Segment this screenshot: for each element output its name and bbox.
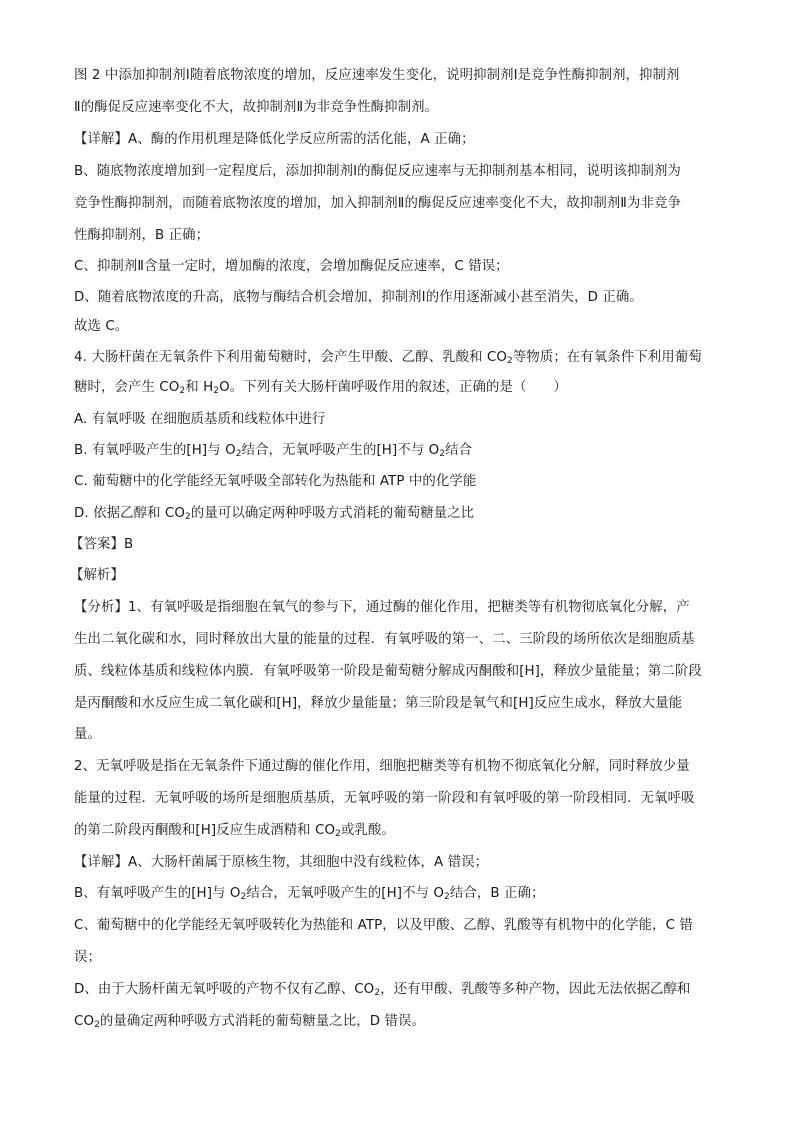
text-line: 量。 xyxy=(74,727,101,742)
text-line: 竞争性酶抑制剂，而随着底物浓度的增加，加入抑制剂Ⅱ的酶促反应速率变化不大，故抑制剂Ⅱ为非竞争 xyxy=(74,196,681,211)
text-line xyxy=(74,980,724,1000)
text-segment: 结合，无氧呼吸产生的[H]不与 O xyxy=(241,443,440,458)
text-line: 性酶抑制剂，B 正确； xyxy=(74,228,210,243)
text-segment: 的量确定两种呼吸方式消耗的葡萄糖量之比，D 错误。 xyxy=(99,1014,425,1029)
option-a: A. 有氧呼吸 在细胞质基质和线粒体中进行 xyxy=(74,412,326,427)
text-line: B、随底物浓度增加到一定程度后，添加抑制剂Ⅰ的酶促反应速率与无抑制剂基本相同，说明该抑制剂为 xyxy=(74,164,681,179)
subscript: 2 xyxy=(179,386,186,396)
option-c: C. 葡萄糖中的化学能经无氧呼吸全部转化为热能和 ATP 中的化学能 xyxy=(74,474,477,489)
text-line: 图 2 中添加抑制剂Ⅰ随着底物浓度的增加，反应速率发生变化，说明抑制剂Ⅰ是竞争性酶抑制剂，抑制剂 xyxy=(74,68,680,83)
text-line: C、抑制剂Ⅱ含量一定时，增加酶的浓度，会增加酶促反应速率，C 错误； xyxy=(74,259,509,274)
text-segment: 结合 xyxy=(445,443,473,458)
text-segment: D、由于大肠杆菌无氧呼吸的产物不仅有乙醇、CO xyxy=(74,982,375,997)
text-segment: CO xyxy=(74,1014,95,1029)
subscript: 2 xyxy=(240,892,247,902)
subscript: 2 xyxy=(94,1020,100,1030)
text-segment: 糖时，会产生 CO xyxy=(74,380,180,395)
text-line xyxy=(74,1012,724,1032)
analysis-label: 【解析】 xyxy=(70,568,124,583)
text-segment: B、有氧呼吸产生的[H]与 O xyxy=(74,886,241,901)
text-segment: 结合，B 正确； xyxy=(449,886,545,901)
subscript: 2 xyxy=(374,988,381,998)
text-segment: 的第二阶段丙酮酸和[H]反应生成酒精和 CO xyxy=(74,823,336,838)
option-d xyxy=(74,504,724,524)
question-stem-line xyxy=(74,378,724,398)
text-segment: 4. 大肠杆菌在无氧条件下利用葡萄糖时，会产生甲酸、乙醇、乳酸和 CO xyxy=(74,350,508,365)
text-line: D、随着底物浓度的升高，底物与酶结合机会增加，抑制剂Ⅰ的作用逐渐减小甚至消失，D 正确。 xyxy=(74,290,643,305)
text-line: 能量的过程．无氧呼吸的场所是细胞质基质，无氧呼吸的第一阶段和有氧呼吸的第一阶段相同．无氧呼吸 xyxy=(74,791,695,806)
text-line: 误； xyxy=(74,950,101,965)
text-line: Ⅱ的酶促反应速率变化不大，故抑制剂Ⅱ为非竞争性酶抑制剂。 xyxy=(74,100,439,115)
text-line: 【详解】A、大肠杆菌属于原核生物，其细胞中没有线粒体，A 错误； xyxy=(74,855,489,870)
text-line: 【详解】A、酶的作用机理是降低化学反应所需的活化能，A 正确； xyxy=(74,132,475,147)
text-segment: ，还有甲酸、乳酸等多种产物，因此无法依据乙醇和 xyxy=(380,982,691,997)
text-line: 故选 C。 xyxy=(74,319,129,334)
subscript: 2 xyxy=(335,829,341,839)
text-segment: B. 有氧呼吸产生的[H]与 O xyxy=(74,443,236,458)
subscript: 2 xyxy=(439,449,446,459)
text-line: 生出二氧化碳和水，同时释放出大量的能量的过程．有氧呼吸的第一、二、三阶段的场所依次是细胞质基 xyxy=(74,632,695,647)
answer-label: 【答案】B xyxy=(70,537,134,552)
text-segment: 和 H xyxy=(185,380,214,395)
text-line: 【分析】1、有氧呼吸是指细胞在氧气的参与下，通过酶的催化作用，把糖类等有机物彻底氧化分解，产 xyxy=(74,600,690,615)
text-line: 2、无氧呼吸是指在无氧条件下通过酶的催化作用，细胞把糖类等有机物不彻底氧化分解，同时释放少量 xyxy=(74,759,690,774)
subscript: 2 xyxy=(507,356,513,366)
text-line: C、葡萄糖中的化学能经无氧呼吸转化为热能和 ATP，以及甲酸、乙醇、乳酸等有机物中的化学能，C 错 xyxy=(74,918,693,933)
text-segment: D. 依据乙醇和 CO xyxy=(74,506,186,521)
subscript: 2 xyxy=(213,386,220,396)
text-line: 质、线粒体基质和线粒体内膜．有氧呼吸第一阶段是葡萄糖分解成丙酮酸和[H]，释放少量能量；第二阶段 xyxy=(74,664,702,679)
text-segment: 结合，无氧呼吸产生的[H]不与 O xyxy=(246,886,445,901)
subscript: 2 xyxy=(235,449,242,459)
text-line xyxy=(74,821,724,841)
option-b xyxy=(74,441,724,461)
text-segment: 的量可以确定两种呼吸方式消耗的葡萄糖量之比 xyxy=(190,506,475,521)
question-stem-line xyxy=(74,348,724,368)
text-line: 是丙酮酸和水反应生成二氧化碳和[H]，释放少量能量；第三阶段是氧气和[H]反应生成水，释放大量能 xyxy=(74,696,683,711)
text-line xyxy=(74,884,724,904)
text-segment: 或乳酸。 xyxy=(340,823,395,838)
subscript: 2 xyxy=(185,512,191,522)
text-segment: 等物质；在有氧条件下利用葡萄 xyxy=(512,350,702,365)
text-segment: O。下列有关大肠杆菌呼吸作用的叙述，正确的是（ ） xyxy=(219,380,567,395)
subscript: 2 xyxy=(444,892,450,902)
